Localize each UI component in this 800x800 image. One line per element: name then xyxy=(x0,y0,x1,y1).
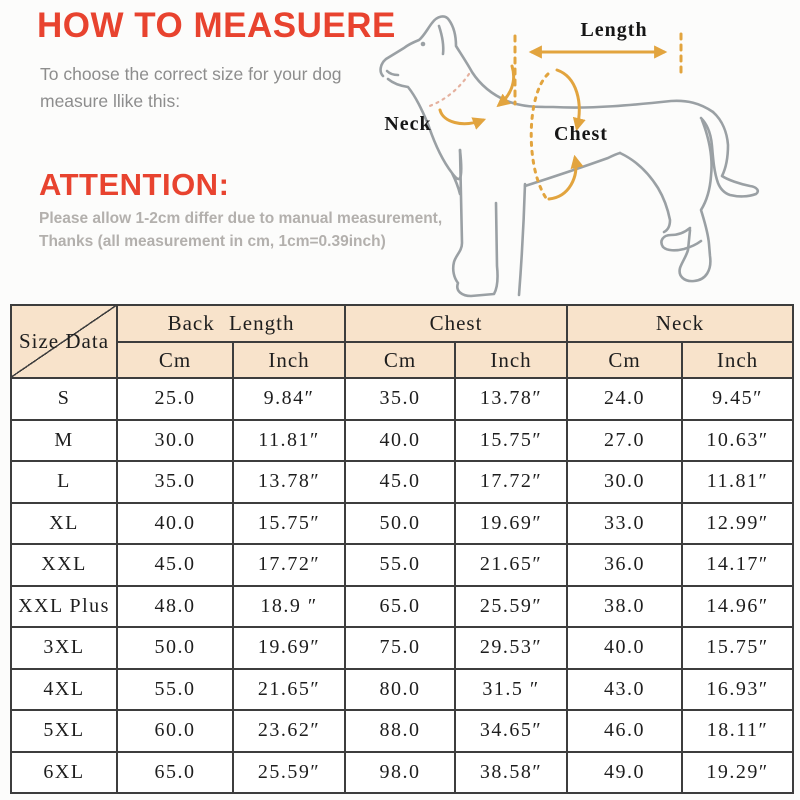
dog-body-path xyxy=(381,16,713,112)
value-cell: 19.29″ xyxy=(682,752,793,794)
dog-front-leg-near xyxy=(453,150,497,296)
value-cell: 21.65″ xyxy=(455,544,567,586)
value-cell: 60.0 xyxy=(117,710,233,752)
value-cell: 19.69″ xyxy=(233,627,345,669)
attention-title: ATTENTION: xyxy=(39,167,230,202)
value-cell: 50.0 xyxy=(117,627,233,669)
table-row xyxy=(11,752,793,794)
intro-line-1: To choose the correct size for your dog xyxy=(40,64,342,84)
attention-line-2: Thanks (all measurement in cm, 1cm=0.39inch) xyxy=(39,233,386,251)
attention-line-1: Please allow 1-2cm differ due to manual measurement, xyxy=(39,210,443,227)
value-cell: 21.65″ xyxy=(233,669,345,711)
group-header-chest: Chest xyxy=(345,305,567,342)
value-cell: 50.0 xyxy=(345,503,455,545)
value-cell: 13.78″ xyxy=(233,461,345,503)
value-cell: 98.0 xyxy=(345,752,455,794)
value-cell: 25.59″ xyxy=(455,586,567,628)
dog-mouth-line xyxy=(387,71,398,75)
value-cell: 13.78″ xyxy=(455,378,567,420)
value-cell: 48.0 xyxy=(117,586,233,628)
value-cell: 30.0 xyxy=(117,420,233,462)
value-cell: 36.0 xyxy=(567,544,682,586)
intro-line-2: measure llike this: xyxy=(40,90,181,111)
value-cell: 18.11″ xyxy=(682,710,793,752)
size-cell: 3XL xyxy=(11,627,117,669)
value-cell: 23.62″ xyxy=(233,710,345,752)
value-cell: 40.0 xyxy=(117,503,233,545)
value-cell: 25.0 xyxy=(117,378,233,420)
value-cell: 18.9 ″ xyxy=(233,586,345,628)
chest-arrow-down xyxy=(557,70,579,128)
value-cell: 65.0 xyxy=(117,752,233,794)
value-cell: 80.0 xyxy=(345,669,455,711)
dog-outline-drawing xyxy=(381,16,758,296)
unit-header: Cm xyxy=(567,342,682,378)
dog-chest-line xyxy=(388,79,461,194)
size-cell: M xyxy=(11,420,117,462)
value-cell: 11.81″ xyxy=(682,461,793,503)
value-cell: 11.81″ xyxy=(233,420,345,462)
value-cell: 35.0 xyxy=(117,461,233,503)
size-cell: XXL Plus xyxy=(11,586,117,628)
value-cell: 88.0 xyxy=(345,710,455,752)
group-header-neck: Neck xyxy=(567,305,793,342)
value-cell: 38.0 xyxy=(567,586,682,628)
neck-label: Neck xyxy=(384,113,432,135)
value-cell: 30.0 xyxy=(567,461,682,503)
value-cell: 25.59″ xyxy=(233,752,345,794)
value-cell: 45.0 xyxy=(117,544,233,586)
corner-cell: Size Data xyxy=(11,305,117,378)
value-cell: 33.0 xyxy=(567,503,682,545)
size-cell: 5XL xyxy=(11,710,117,752)
value-cell: 43.0 xyxy=(567,669,682,711)
intro-text xyxy=(40,61,342,114)
value-cell: 15.75″ xyxy=(682,627,793,669)
table-row xyxy=(11,544,793,586)
value-cell: 15.75″ xyxy=(455,420,567,462)
value-cell: 40.0 xyxy=(567,627,682,669)
size-table-header xyxy=(11,305,793,378)
length-label: Length xyxy=(580,19,648,41)
value-cell: 24.0 xyxy=(567,378,682,420)
group-header-back-length: Back Length xyxy=(117,305,345,342)
value-cell: 14.17″ xyxy=(682,544,793,586)
value-cell: 45.0 xyxy=(345,461,455,503)
size-cell: 6XL xyxy=(11,752,117,794)
table-row xyxy=(11,420,793,462)
dog-hind-thigh xyxy=(620,153,670,232)
size-cell: S xyxy=(11,378,117,420)
table-row xyxy=(11,461,793,503)
value-cell: 31.5 ″ xyxy=(455,669,567,711)
value-cell: 35.0 xyxy=(345,378,455,420)
value-cell: 10.63″ xyxy=(682,420,793,462)
size-table-body xyxy=(11,378,793,793)
dog-hind-leg-near xyxy=(680,120,712,281)
size-table xyxy=(10,304,794,794)
value-cell: 17.72″ xyxy=(233,544,345,586)
value-cell: 55.0 xyxy=(345,544,455,586)
value-cell: 17.72″ xyxy=(455,461,567,503)
value-cell: 9.45″ xyxy=(682,378,793,420)
dog-ear-line xyxy=(439,26,443,54)
unit-header: Inch xyxy=(233,342,345,378)
value-cell: 55.0 xyxy=(117,669,233,711)
value-cell: 12.99″ xyxy=(682,503,793,545)
value-cell: 40.0 xyxy=(345,420,455,462)
neck-arrow-around xyxy=(440,110,483,124)
dog-collar-seam xyxy=(427,74,469,107)
value-cell: 49.0 xyxy=(567,752,682,794)
table-row xyxy=(11,669,793,711)
value-cell: 9.84″ xyxy=(233,378,345,420)
size-cell: L xyxy=(11,461,117,503)
unit-header: Cm xyxy=(345,342,455,378)
dog-measurement-diagram xyxy=(350,0,800,302)
value-cell: 15.75″ xyxy=(233,503,345,545)
value-cell: 75.0 xyxy=(345,627,455,669)
unit-header: Cm xyxy=(117,342,233,378)
table-row xyxy=(11,710,793,752)
value-cell: 16.93″ xyxy=(682,669,793,711)
dog-front-leg-far xyxy=(519,184,525,295)
table-row xyxy=(11,627,793,669)
value-cell: 38.58″ xyxy=(455,752,567,794)
value-cell: 46.0 xyxy=(567,710,682,752)
size-cell: XXL xyxy=(11,544,117,586)
value-cell: 29.53″ xyxy=(455,627,567,669)
unit-header: Inch xyxy=(455,342,567,378)
chest-arrow-up xyxy=(549,158,576,199)
value-cell: 27.0 xyxy=(567,420,682,462)
page-title: HOW TO MEASUERE xyxy=(37,6,396,45)
value-cell: 65.0 xyxy=(345,586,455,628)
chest-label: Chest xyxy=(554,123,608,145)
table-row xyxy=(11,586,793,628)
size-cell: 4XL xyxy=(11,669,117,711)
table-row xyxy=(11,503,793,545)
size-cell: XL xyxy=(11,503,117,545)
value-cell: 19.69″ xyxy=(455,503,567,545)
value-cell: 34.65″ xyxy=(455,710,567,752)
table-row xyxy=(11,378,793,420)
dog-eye xyxy=(421,42,426,47)
unit-header: Inch xyxy=(682,342,793,378)
value-cell: 14.96″ xyxy=(682,586,793,628)
dog-hind-foot-far xyxy=(661,228,701,250)
